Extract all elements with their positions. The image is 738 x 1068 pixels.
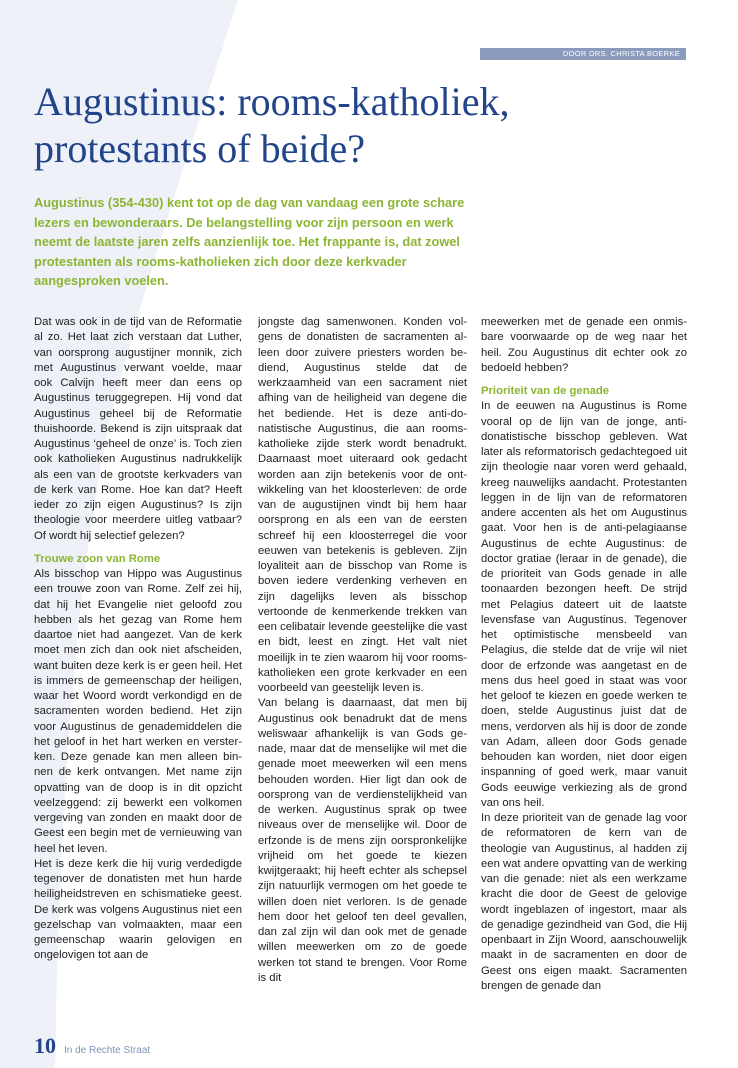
text-column-1 bbox=[34, 315, 242, 995]
section-heading-prioriteit: Prioriteit van de genade bbox=[481, 385, 610, 397]
paragraph: Dat was ook in de tijd van de Reformatie al zo. Het laat zich verstaan dat Luther, van oorsprong augustijner monnik, zich met Augustinus verwant voelde, maar ook Calvijn heeft meer dan eens op Augustinus teruggegrepen. Hij vond dat Augustinus geheel bij de Reformatie thuishoorde. Bekend is zijn uitspraak dat Augustinus ‘geheel de onze’ is. Toch zien ook katholieken Augustinus nadrukkelijk als een van de grootste kerkvaders van de kerk van Rome. Hoe kan dat? Heeft ieder zo zijn eigen Augustinus? Is zijn theologie voor meerdere uitleg vatbaar? Of wordt hij selectief gelezen? bbox=[34, 316, 242, 542]
magazine-name: In de Rechte Straat bbox=[64, 1045, 151, 1056]
text-column-2 bbox=[258, 315, 467, 995]
article-title bbox=[34, 78, 694, 172]
paragraph: In deze prioriteit van de genade lag voor de reformatoren de kern van de theologie van Augustinus, al hadden zij een wat andere opvatting van de werking van die genade: niet als een werkzame kracht die door de Geest de gelovige wordt ingeblazen of ingestort, maar als de genadige gezindheid van God, die Hij openbaart in Zijn Woord, aanschouwelijk maakt in de sacramenten en door de Geest ons eigen maakt. Sacramenten brengen de genade dan bbox=[481, 812, 687, 992]
title-line-1: Augustinus: rooms-katholiek, bbox=[34, 79, 510, 124]
intro-paragraph: Augustinus (354-430) kent tot op de dag van vandaag een grote schare lezers en bewonderaars. De belangstelling voor zijn persoon en werk neemt de laatste jaren zelfs aanzienlijk toe. Het frappante is, dat zowel protestanten als rooms-katholieken zich door deze kerkvader aangesproken voelen. bbox=[34, 195, 465, 288]
text-column-3 bbox=[481, 315, 687, 995]
paragraph: In de eeuwen na Augustinus is Rome vooral op de lijn van de jonge, anti-donatistische bisschop gebleven. Wat later als reformatorisch gedachtegoed uit zijn theologie naar voren werd gehaald, kreeg nauwelijks aandacht. Protestanten leggen in de lijn van de reformatoren andere accenten als het om Augustinus gaat. Voor hen is de anti-pelagiaanse Augustinus de echte Augustinus: de doctor gratiae (leraar in de genade), die de prioriteit van Gods genade in alle toonaarden bezongen heeft. De strijd met Pelagius dateert uit de laatste levensfase van Augustinus. Tegenover het optimistische mensbeeld van Pelagius, die stelde dat de vrije wil niet door de erfzonde was aangetast en de mens dus heel goed in staat was voor het geloof te kiezen en goede werken te doen, stelde Augustinus juist dat de mens, verdorven als hij is door de zonde van Adam, alleen door Gods genade behouden kan worden, niet door eigen inspanning of goed werk, maar vanuit Gods eeuwige verkiezing als de grond van ons heil. bbox=[481, 400, 687, 809]
paragraph: jongste dag samenwonen. Konden volgens de donatisten de sacramenten alleen door zuivere priesters worden bediend, Augustinus stelde dat de werkzaamheid van een sacrament niet afhing van de heiligheid van degene die het bediende. Het is deze anti-donatistische Augustinus, die aan rooms-katholieke zijde sterk wordt benadrukt. Daarnaast moet uiteraard ook gedacht worden aan zijn betekenis voor de ontwikkeling van het kloosterleven: de orde van de augustijnen vindt bij hem haar oorsprong en als een van de eersten schreef hij een kloosterregel die voor eeuwen van betekenis is gebleven. Zijn loyaliteit aan de bisschop van Rome is boven iedere verdenking verheven en zijn dagelijks leven als bisschop vertoonde de kenmerkende trekken van een celibatair levende geestelijke die vast en bidt, leest en zingt. Het valt niet moeilijk in te zien waarom hij voor rooms-katholieken een grote kerkvader en een voorbeeld van geestelijk leven is. bbox=[258, 316, 467, 694]
paragraph: Van belang is daarnaast, dat men bij Augustinus ook benadrukt dat de mens weliswaar afhankelijk is van Gods genade, maar dat de menselijke wil met die genade moet meewerken wil een mens behouden worden. Hier ligt dan ook de oorsprong van de verdienstelijkheid van de werken. Augustinus sprak op twee niveaus over de menselijke wil. Door de erfzonde is de mens zijn oorspronkelijke vrijheid om het goede te kiezen kwijtgeraakt; hij heeft echter als schepsel zijn natuurlijk vermogen om het goede te willen doen niet verloren. Is de genade hem door het geloof ten deel gevallen, dan zal zijn wil dan ook met de genade willen meewerken om zo de goede werken tot stand te brengen. Voor Rome is dit bbox=[258, 697, 467, 984]
paragraph: Het is deze kerk die hij vurig verdedigde tegenover de donatisten met hun harde heiligheidstreven en schismatieke geest. De kerk was volgens Augustinus niet een gezelschap van volmaakten, maar een gemeenschap waarin gelovigen en ongelovigen tot aan de bbox=[34, 857, 242, 962]
title-line-2: protestants of beide? bbox=[34, 126, 365, 171]
paragraph: meewerken met de genade een onmisbare voorwaarde op de weg naar het heil. Zou Augustinus dit echter ook zo bedoeld hebben? bbox=[481, 316, 687, 374]
page-footer bbox=[34, 1033, 150, 1059]
page-number: 10 bbox=[34, 1033, 56, 1058]
section-heading-trouwe-zoon: Trouwe zoon van Rome bbox=[34, 552, 161, 565]
paragraph: Als bisschop van Hippo was Augustinus een trouwe zoon van Rome. Zelf zei hij, dat hij het Evangelie niet geloofd zou hebben als het gezag van Rome hem daartoe niet had aangezet. Van de kerk moet men zich dan ook niet afscheiden, want buiten deze kerk is er geen heil. Het is immers de gemeenschap der heiligen, waar het Woord wordt verkondigd en de sacramenten worden bediend. Het zijn voor Augustinus de genademiddelen die het geloof in het hart werken en versterken. Deze genade kan men alleen binnen de kerk ontvangen. Met name zijn opvatting van de doop is in dit opzicht veelzeggend: zij bewerkt een volkomen vergeving van zonden en maakt door de Geest een begin met de vernieuwing van heel het leven. bbox=[34, 568, 242, 855]
byline-bar: DOOR DRS. CHRISTA BOERKE bbox=[480, 48, 686, 60]
